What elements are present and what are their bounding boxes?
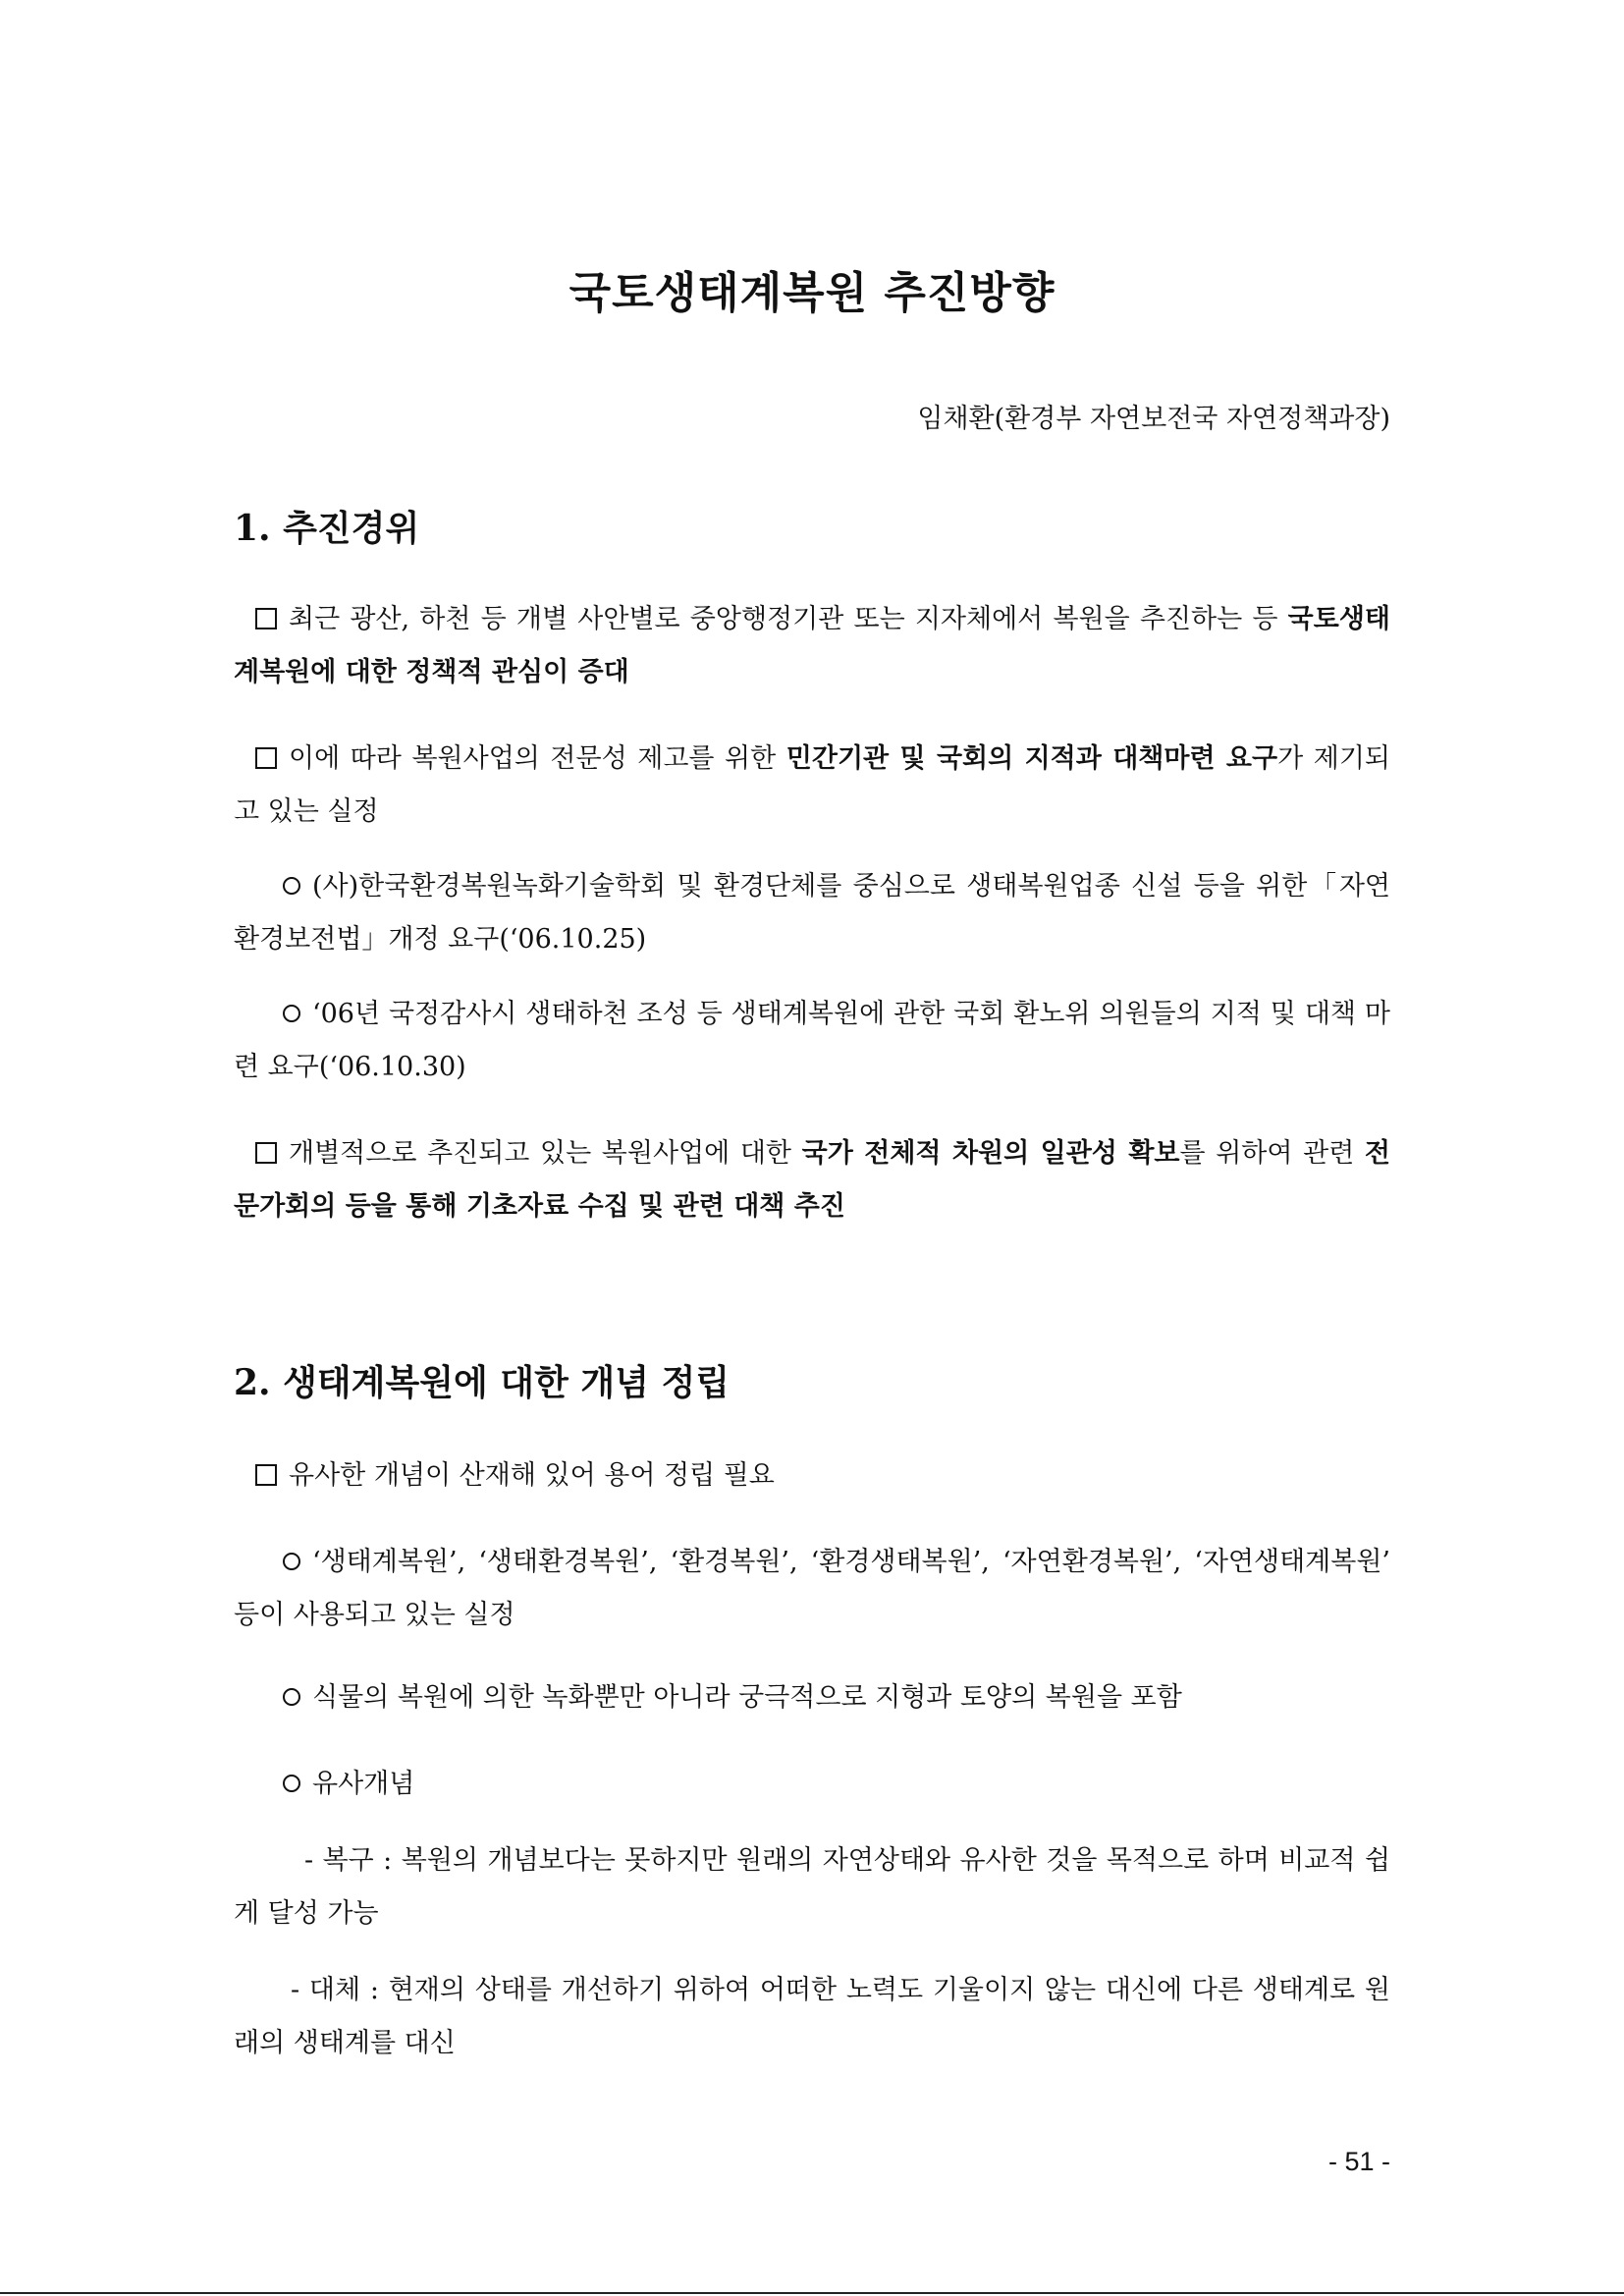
- square-bullet-icon: [255, 608, 277, 629]
- section-1-paragraph-1: [234, 593, 1390, 699]
- section-2-paragraph-4: [234, 1758, 1390, 1811]
- section-2-heading: 2. 생태계복원에 대한 개념 정립: [234, 1362, 731, 1403]
- paragraph-bold-text: 국토생태계복원에 대한 정책적 관심이 증대: [234, 604, 1390, 687]
- circle-bullet-icon: [283, 1775, 300, 1792]
- section-2-paragraph-3: [234, 1671, 1390, 1724]
- paragraph-text: 가 제기되고 있는 실정: [234, 743, 1390, 827]
- paragraph-text: 개별적으로 추진되고 있는 복원사업에 대한: [289, 1138, 802, 1169]
- author-line: 임채환(환경부 자연보전국 자연정책과장): [917, 404, 1390, 434]
- section-1-paragraph-5: [234, 1127, 1390, 1233]
- bottom-border-line: [0, 2292, 1624, 2294]
- circle-bullet-icon: [283, 1005, 300, 1022]
- paragraph-text: 를 위하여 관련: [1179, 1138, 1365, 1169]
- circle-bullet-icon: [283, 1553, 300, 1570]
- paragraph-text: ‘06년 국정감사시 생태하천 조성 등 생태계복원에 관한 국회 환노위 의원들의 지적 및 대책 마련 요구(‘06.10.30): [234, 999, 1390, 1082]
- section-2-paragraph-5: [234, 1834, 1390, 1941]
- paragraph-text: 이에 따라 복원사업의 전문성 제고를 위한: [289, 743, 786, 774]
- section-2-paragraph-6: [234, 1964, 1390, 2070]
- paragraph-text: 유사한 개념이 산재해 있어 용어 정립 필요: [289, 1460, 775, 1491]
- section-1-paragraph-4: [234, 988, 1390, 1094]
- section-1-heading: 1. 추진경위: [234, 508, 420, 549]
- square-bullet-icon: [255, 1142, 277, 1164]
- section-2-paragraph-2: [234, 1536, 1390, 1642]
- paragraph-bold-text: 국가 전체적 차원의 일관성 확보: [801, 1138, 1180, 1169]
- circle-bullet-icon: [283, 1688, 300, 1706]
- paragraph-text: ‘생태계복원’, ‘생태환경복원’, ‘환경복원’, ‘환경생태복원’, ‘자연환경복원’, ‘자연생태계복원’ 등이 사용되고 있는 실정: [234, 1547, 1390, 1630]
- paragraph-bold-text: 전문가회의 등을 통해 기초자료 수집 및 관련 대책 추진: [234, 1138, 1390, 1222]
- paragraph-text: 유사개념: [312, 1769, 415, 1799]
- section-1-paragraph-2: [234, 733, 1390, 839]
- square-bullet-icon: [255, 747, 277, 769]
- paragraph-text: 식물의 복원에 의한 녹화뿐만 아니라 궁극적으로 지형과 토양의 복원을 포함: [312, 1682, 1182, 1713]
- paragraph-bold-text: 민간기관 및 국회의 지적과 대책마련 요구: [785, 743, 1278, 774]
- paragraph-text: - 대체 : 현재의 상태를 개선하기 위하여 어떠한 노력도 기울이지 않는 대신에 다른 생태계로 원래의 생태계를 대신: [234, 1975, 1390, 2058]
- section-1-paragraph-3: [234, 860, 1390, 966]
- circle-bullet-icon: [283, 877, 300, 895]
- paragraph-text: (사)한국환경복원녹화기술학회 및 환경단체를 중심으로 생태복원업종 신설 등을 위한「자연환경보전법」개정 요구(‘06.10.25): [234, 871, 1390, 955]
- page-number: - 51 -: [1327, 2147, 1390, 2176]
- document-title: 국토생태계복원 추진방향: [568, 268, 1056, 318]
- square-bullet-icon: [255, 1464, 277, 1486]
- paragraph-text: 최근 광산, 하천 등 개별 사안별로 중앙행정기관 또는 지자체에서 복원을 추진하는 등: [289, 604, 1288, 634]
- section-2-paragraph-1: [234, 1449, 1390, 1503]
- paragraph-text: - 복구 : 복원의 개념보다는 못하지만 원래의 자연상태와 유사한 것을 목적으로 하며 비교적 쉽게 달성 가능: [234, 1845, 1390, 1929]
